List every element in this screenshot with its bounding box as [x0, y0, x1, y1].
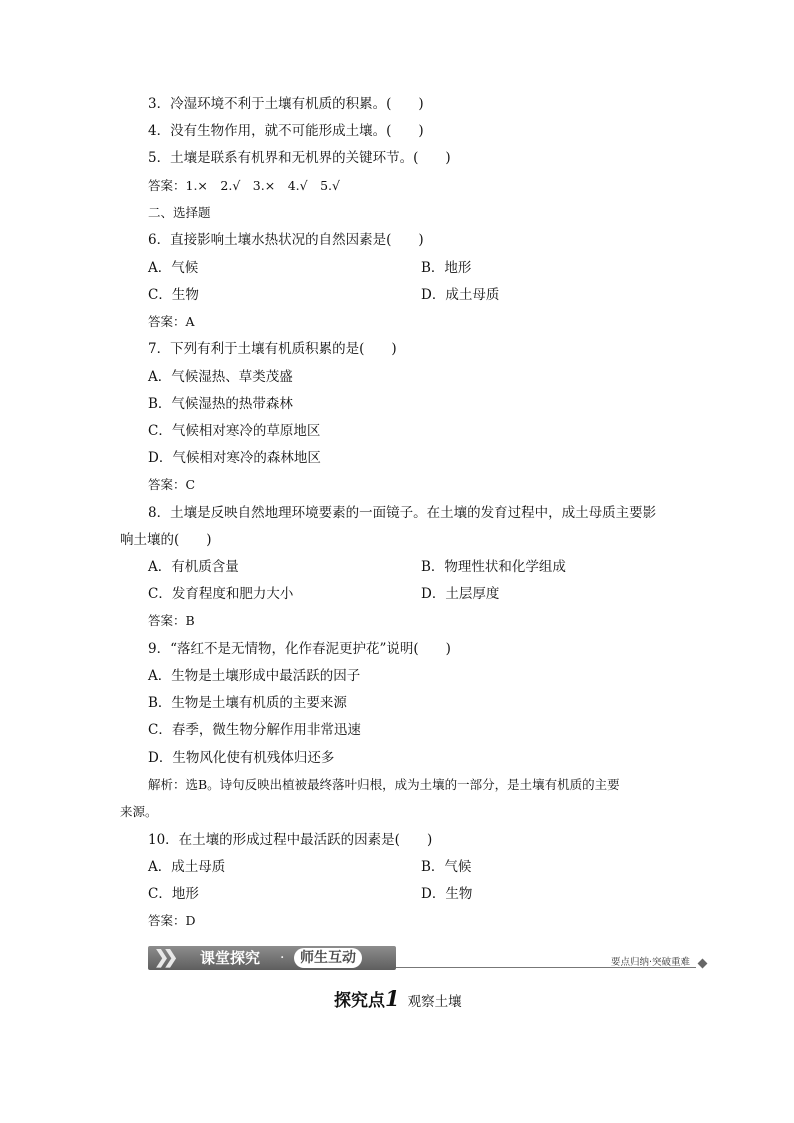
q10-answer: 答案：D — [148, 913, 196, 928]
q9-option-d: D．生物风化使有机残体归还多 — [148, 750, 335, 766]
judgment-q3: 3．冷湿环境不利于土壤有机质的积累。( ) — [148, 96, 424, 112]
section-title: 观察土壤 — [407, 994, 462, 1010]
q9-stem: 9．“落红不是无情物，化作春泥更护花”说明( ) — [148, 641, 451, 657]
q6-option-b: B．地形 — [421, 260, 472, 276]
q8-option-c: C．发育程度和肥力大小 — [148, 586, 294, 602]
diamond-icon — [698, 959, 708, 969]
judgment-q5: 5．土壤是联系有机界和无机界的关键环节。( ) — [148, 150, 451, 166]
banner-dot: · — [280, 950, 285, 966]
banner-right-text: 要点归纳·突破重难 — [610, 957, 690, 968]
banner-title: 课堂探究 — [200, 949, 261, 967]
double-chevron-icon: ❯❯ — [154, 947, 173, 968]
q9-analysis-line2: 来源。 — [120, 804, 158, 819]
q7-stem: 7．下列有利于土壤有机质积累的是( ) — [148, 341, 397, 357]
q6-option-c: C．生物 — [148, 287, 199, 303]
q6-option-a: A．气候 — [148, 260, 199, 276]
q6-option-d: D．成土母质 — [421, 287, 500, 303]
banner-highlight: 师生互动 — [294, 948, 362, 968]
judgment-q4: 4．没有生物作用，就不可能形成土壤。( ) — [148, 123, 424, 139]
q8-option-d: D．土层厚度 — [421, 586, 500, 602]
q6-answer: 答案：A — [148, 314, 195, 329]
q7-option-c: C．气候相对寒冷的草原地区 — [148, 423, 321, 439]
q9-analysis-line1: 解析：选B。诗句反映出植被最终落叶归根，成为土壤的一部分，是土壤有机质的主要 — [148, 777, 620, 792]
section-heading — [334, 986, 462, 1011]
q6-stem: 6．直接影响土壤水热状况的自然因素是( ) — [148, 232, 424, 248]
q8-option-b: B．物理性状和化学组成 — [421, 559, 566, 575]
q7-option-b: B．气候湿热的热带森林 — [148, 396, 293, 412]
q10-option-c: C．地形 — [148, 886, 199, 902]
q7-option-d: D．气候相对寒冷的森林地区 — [148, 450, 321, 466]
q7-answer: 答案：C — [148, 477, 196, 492]
section-label: 探究点 — [334, 991, 385, 1011]
section-two-heading: 二、选择题 — [148, 205, 211, 220]
q7-option-a: A．气候湿热、草类茂盛 — [148, 369, 293, 385]
q10-option-a: A．成土母质 — [148, 859, 226, 875]
q9-option-c: C．春季，微生物分解作用非常迅速 — [148, 722, 361, 738]
q9-option-b: B．生物是土壤有机质的主要来源 — [148, 695, 347, 711]
q9-option-a: A．生物是土壤形成中最活跃的因子 — [148, 668, 361, 684]
q10-option-b: B．气候 — [421, 859, 472, 875]
q10-option-d: D．生物 — [421, 886, 473, 902]
q10-stem: 10．在土壤的形成过程中最活跃的因素是( ) — [148, 832, 433, 848]
judgment-answer: 答案：1.× 2.√ 3.× 4.√ 5.√ — [148, 178, 340, 193]
q8-stem-line2: 响土壤的( ) — [120, 532, 212, 548]
section-number: 1 — [385, 986, 400, 1011]
q8-answer: 答案：B — [148, 613, 195, 628]
q8-option-a: A．有机质含量 — [148, 559, 239, 575]
q8-stem-line1: 8．土壤是反映自然地理环境要素的一面镜子。在土壤的发育过程中，成土母质主要影 — [148, 505, 657, 521]
section-banner — [148, 946, 708, 970]
